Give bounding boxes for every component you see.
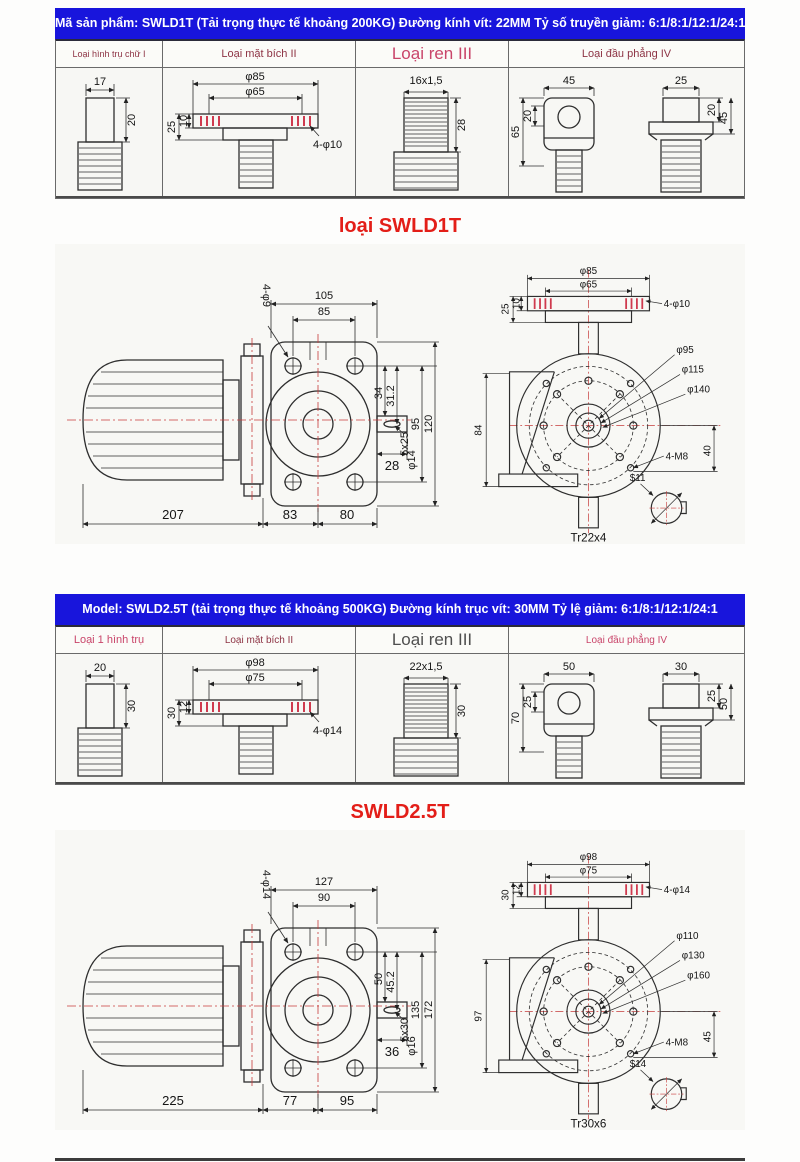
dim-label: 20 bbox=[93, 662, 107, 674]
bottom-divider bbox=[55, 1158, 745, 1161]
dim-label: 85 bbox=[317, 306, 331, 318]
dim-label: 36 bbox=[384, 1044, 400, 1059]
thread-outline bbox=[394, 92, 461, 190]
cylinder-type-svg bbox=[56, 654, 162, 784]
dim-label: 45 bbox=[718, 111, 730, 125]
dim-label: 25 bbox=[674, 75, 688, 87]
dim-label: 17 bbox=[93, 76, 107, 88]
dim-label: φ65 bbox=[245, 86, 265, 98]
thread-type-drawing bbox=[355, 654, 508, 782]
dim-label: φ98 bbox=[245, 657, 265, 669]
thread-type-svg bbox=[356, 654, 509, 784]
dim-label: 84 bbox=[473, 424, 485, 436]
dim-label: 5x25 bbox=[399, 432, 411, 456]
dim-label: 172 bbox=[423, 1000, 435, 1020]
dim-label: 45.2 bbox=[385, 971, 397, 993]
dim-label: 4-φ14 bbox=[260, 870, 272, 900]
front-view-drawing bbox=[440, 834, 745, 1130]
dim-label: $11 bbox=[629, 473, 646, 485]
cylinder-outline bbox=[78, 670, 130, 776]
dim-label: 30 bbox=[126, 699, 138, 713]
dim-label: 4-M8 bbox=[665, 1037, 689, 1049]
dim-label: 25 bbox=[522, 695, 534, 709]
flathead-outline bbox=[519, 88, 735, 192]
thread-type-drawing bbox=[355, 68, 508, 196]
dim-label: φ98 bbox=[579, 852, 598, 864]
column-header-flange-type: Loại mặt bích II bbox=[162, 41, 355, 67]
motor-gearbox-outline bbox=[67, 920, 411, 1098]
dim-label: φ130 bbox=[681, 950, 705, 962]
end-fitting-table bbox=[55, 39, 745, 199]
screw-spec-label: Tr22x4 bbox=[570, 531, 607, 544]
flange-type-drawing bbox=[162, 654, 355, 782]
cylinder-outline bbox=[78, 84, 130, 190]
end-fitting-table bbox=[55, 625, 745, 785]
dim-label: 90 bbox=[317, 892, 331, 904]
thread-type-svg bbox=[356, 68, 509, 198]
dim-label: 4-φ9 bbox=[260, 284, 272, 308]
column-header-cylinder-type: Loại 1 hình trụ bbox=[73, 634, 145, 646]
dim-label: 40 bbox=[702, 445, 714, 457]
section-swld1t bbox=[55, 8, 745, 544]
dim-label: φ75 bbox=[245, 672, 265, 684]
dim-label: 77 bbox=[282, 1093, 298, 1108]
dim-label: 135 bbox=[410, 1000, 422, 1020]
dim-label: 10 bbox=[178, 114, 190, 128]
model-title: SWLD2.5T bbox=[350, 801, 450, 823]
dim-label: 20 bbox=[522, 109, 534, 123]
model-title: loại SWLD1T bbox=[338, 215, 462, 237]
dim-label: φ115 bbox=[681, 364, 704, 376]
dim-label: 4-φ14 bbox=[663, 885, 690, 897]
column-header-flange-type: Loại mặt bích II bbox=[162, 627, 355, 653]
column-header-thread-type: Loại ren III bbox=[355, 41, 508, 67]
side-view-drawing bbox=[55, 834, 440, 1130]
dim-label: 50 bbox=[562, 661, 576, 673]
dim-label: 30 bbox=[500, 889, 512, 901]
dim-label: 12 bbox=[511, 884, 523, 896]
main-drawings bbox=[55, 830, 745, 1130]
front-view-drawing bbox=[440, 248, 745, 544]
dim-label: 31.2 bbox=[385, 385, 397, 407]
dim-label: φ140 bbox=[687, 384, 710, 396]
dim-label: 20 bbox=[706, 103, 718, 117]
dim-label: 30 bbox=[674, 661, 688, 673]
flathead-type-svg bbox=[509, 68, 745, 198]
dim-label: 28 bbox=[456, 118, 468, 132]
cylinder-type-drawing bbox=[56, 654, 162, 782]
dim-label: 10 bbox=[511, 298, 523, 310]
side-view-drawing bbox=[55, 248, 440, 544]
table-drawing-row bbox=[56, 68, 744, 198]
column-header-flathead-type: Loại đầu phẳng IV bbox=[508, 627, 744, 653]
table-header-row bbox=[56, 627, 744, 654]
dim-label: 25 bbox=[500, 303, 512, 315]
dim-label: 70 bbox=[510, 711, 522, 725]
dim-label: 225 bbox=[162, 1093, 184, 1108]
cylinder-type-drawing bbox=[56, 68, 162, 196]
dim-label: φ75 bbox=[579, 865, 598, 877]
flathead-type-svg bbox=[509, 654, 745, 784]
content bbox=[55, 0, 745, 1161]
dim-label: 25 bbox=[706, 689, 718, 703]
side-view-dimensions bbox=[83, 300, 439, 528]
product-banner: Model: SWLD2.5T (tải trọng thực tế khoảng 500KG) Đường kính trục vít: 30MM Tỷ lệ giảm: 6:1/8:1/12:1/24:1 bbox=[55, 594, 745, 625]
dim-label: φ95 bbox=[676, 344, 694, 356]
dim-label: φ85 bbox=[245, 71, 265, 83]
table-drawing-row bbox=[56, 654, 744, 784]
side-view-dimensions bbox=[83, 886, 439, 1114]
dim-label: 20 bbox=[126, 113, 138, 127]
dim-label: 50 bbox=[373, 972, 385, 986]
flathead-type-drawing bbox=[508, 68, 744, 196]
column-header-flathead-type: Loại đầu phẳng IV bbox=[508, 41, 744, 67]
dim-label: 105 bbox=[314, 290, 334, 302]
dim-label: φ160 bbox=[687, 970, 710, 982]
flange-type-drawing bbox=[162, 68, 355, 196]
dim-label: 120 bbox=[423, 414, 435, 434]
table-header-row bbox=[56, 41, 744, 68]
dim-label: 83 bbox=[282, 507, 298, 522]
flathead-type-drawing bbox=[508, 654, 744, 782]
flange-type-svg bbox=[163, 654, 356, 784]
dim-label: φ65 bbox=[579, 279, 598, 291]
dim-label: φ14 bbox=[406, 450, 418, 470]
dim-label: 80 bbox=[339, 507, 355, 522]
motor-gearbox-outline bbox=[67, 334, 411, 512]
dim-label: 22x1,5 bbox=[409, 661, 443, 673]
flathead-outline bbox=[519, 674, 735, 778]
dim-label: φ16 bbox=[406, 1036, 418, 1056]
dim-label: 16x1,5 bbox=[409, 75, 443, 87]
dim-label: 95 bbox=[410, 417, 422, 431]
dim-label: 97 bbox=[473, 1010, 485, 1022]
dim-label: 50 bbox=[718, 697, 730, 711]
dim-label: 5x30 bbox=[399, 1018, 411, 1042]
dim-label: 4-M8 bbox=[665, 451, 689, 463]
dim-label: 30 bbox=[456, 704, 468, 718]
dim-label: 4-φ14 bbox=[313, 725, 343, 737]
dim-label: 45 bbox=[702, 1031, 714, 1043]
dim-label: 25 bbox=[166, 120, 178, 134]
cylinder-type-svg bbox=[56, 68, 162, 198]
main-drawings bbox=[55, 244, 745, 544]
section-swld2-5t bbox=[55, 594, 745, 1130]
dim-label: 95 bbox=[339, 1093, 355, 1108]
dim-label: 207 bbox=[162, 507, 184, 522]
dim-label: 127 bbox=[314, 876, 334, 888]
dim-label: 34 bbox=[373, 386, 385, 400]
product-banner: Mã sản phẩm: SWLD1T (Tải trọng thực tế khoảng 200KG) Đường kính vít: 22MM Tỷ số truyền giảm: 6:1/8:1/12:1/24:1 bbox=[55, 8, 745, 39]
dim-label: $14 bbox=[629, 1059, 647, 1071]
thread-outline bbox=[394, 678, 461, 776]
dim-label: 65 bbox=[510, 125, 522, 139]
dim-label: 4-φ10 bbox=[313, 139, 343, 151]
dim-label: 28 bbox=[384, 458, 400, 473]
flange-type-svg bbox=[163, 68, 356, 198]
dim-label: 12 bbox=[178, 700, 190, 714]
dim-label: φ85 bbox=[579, 266, 598, 278]
dim-label: 4-φ10 bbox=[663, 299, 690, 311]
column-header-cylinder-type: Loại hình trụ chữ I bbox=[72, 49, 146, 59]
dim-label: 30 bbox=[166, 706, 178, 720]
screw-spec-label: Tr30x6 bbox=[570, 1117, 607, 1130]
dim-label: 45 bbox=[562, 75, 576, 87]
dim-label: φ110 bbox=[676, 930, 699, 942]
column-header-thread-type: Loại ren III bbox=[355, 627, 508, 653]
